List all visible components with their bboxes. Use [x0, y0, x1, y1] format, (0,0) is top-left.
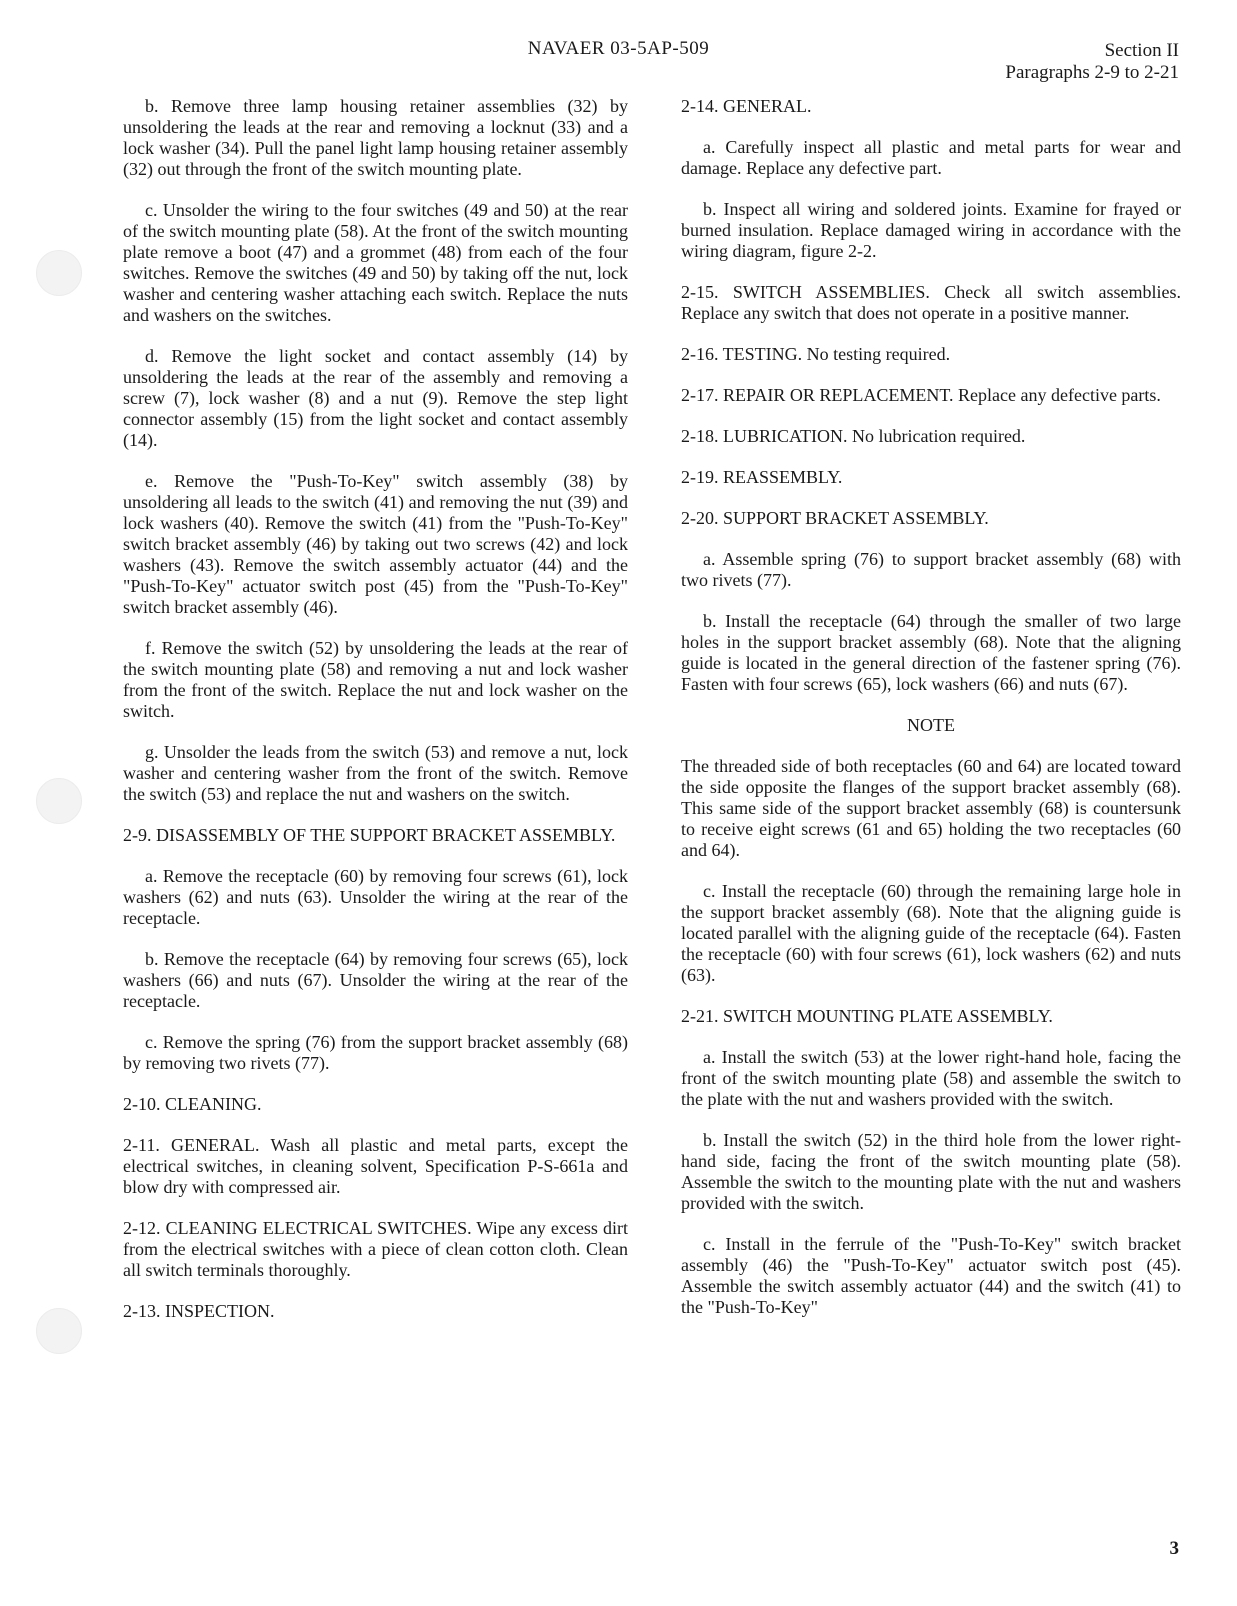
paragraph: 2-18. LUBRICATION. No lubrication required.: [681, 426, 1026, 446]
paragraph: b. Install the receptacle (64) through the smaller of two large holes in the support bracket assembly (68). Note that the aligning guide is located in the general direction of the fastener spring (76). Fasten with four screws (65), lock washers (66) and nuts (67).: [681, 611, 1181, 694]
note-text: The threaded side of both receptacles (60 and 64) are located toward the side opposite the flanges of the support bracket assembly (68). This same side of the support bracket assembly (68) is countersunk to receive eight screws (61 and 65) holding the two receptacles (60 and 64).: [681, 756, 1181, 860]
paragraph: b. Inspect all wiring and soldered joints. Examine for frayed or burned insulation. Replace damaged wiring in accordance with the wiring diagram, figure 2-2.: [681, 199, 1181, 261]
paragraph: 2-12. CLEANING ELECTRICAL SWITCHES. Wipe any excess dirt from the electrical switches with a piece of clean cotton cloth. Clean all switch terminals thoroughly.: [123, 1218, 628, 1280]
header-right: [1005, 40, 1179, 84]
section-heading: 2-9. DISASSEMBLY OF THE SUPPORT BRACKET ASSEMBLY.: [123, 825, 616, 845]
section-heading: 2-10. CLEANING.: [123, 1094, 262, 1114]
paragraph: b. Remove three lamp housing retainer assemblies (32) by unsoldering the leads at the rear and removing a locknut (33) and a lock washer (34). Pull the panel light lamp housing retainer assembly (32) out through the front of the switch mounting plate.: [123, 96, 628, 179]
paragraph: a. Carefully inspect all plastic and metal parts for wear and damage. Replace any defective part.: [681, 137, 1181, 178]
section-heading: 2-13. INSPECTION.: [123, 1301, 275, 1321]
paragraph-range: Paragraphs 2-9 to 2-21: [1005, 62, 1179, 83]
paragraph: 2-16. TESTING. No testing required.: [681, 344, 951, 364]
paragraph: e. Remove the "Push-To-Key" switch assembly (38) by unsoldering all leads to the switch (41) and removing the nut (39) and lock washers (40). Remove the switch (41) from the "Push-To-Key" switch bracket assembly (46) by taking out two screws (42) and lock washers (43). Remove the switch assembly actuator (44) and the "Push-To-Key" actuator switch post (45) from the "Push-To-Key" switch bracket assembly (46).: [123, 471, 628, 617]
section-heading: 2-21. SWITCH MOUNTING PLATE ASSEMBLY.: [681, 1006, 1053, 1026]
note-title: NOTE: [907, 715, 955, 735]
paragraph: 2-17. REPAIR OR REPLACEMENT. Replace any defective parts.: [681, 385, 1161, 405]
binder-hole-middle: [36, 778, 82, 824]
section-label: Section II: [1104, 40, 1179, 61]
section-heading: 2-19. REASSEMBLY.: [681, 467, 843, 487]
paragraph: c. Install the receptacle (60) through the remaining large hole in the support bracket assembly (68). Note that the aligning guide is located parallel with the aligning guide of the receptacle (64). Fasten the receptacle (60) with four screws (61), lock washers (62) and nuts (63).: [681, 881, 1181, 985]
paragraph: c. Install in the ferrule of the "Push-To-Key" switch bracket assembly (46) the "Push-To-Key" actuator switch post (45). Assemble the switch assembly actuator (44) and the switch (41) to the "Push-To-Key": [681, 1234, 1181, 1317]
paragraph: 2-15. SWITCH ASSEMBLIES. Check all switch assemblies. Replace any switch that does not operate in a positive manner.: [681, 282, 1181, 323]
left-column: [123, 96, 628, 1342]
binder-hole-top: [36, 250, 82, 296]
paragraph: c. Remove the spring (76) from the support bracket assembly (68) by removing two rivets (77).: [123, 1032, 628, 1073]
page-number: 3: [1169, 1538, 1179, 1559]
paragraph: c. Unsolder the wiring to the four switches (49 and 50) at the rear of the switch mounting plate (58). At the front of the switch mounting plate remove a boot (47) and a grommet (48) from each of the four switches. Remove the switches (49 and 50) by taking off the nut, lock washer and centering washer attaching each switch. Replace the nuts and washers on the switches.: [123, 200, 628, 325]
right-column: [681, 96, 1181, 1338]
section-heading: 2-20. SUPPORT BRACKET ASSEMBLY.: [681, 508, 989, 528]
paragraph: b. Install the switch (52) in the third hole from the lower right-hand side, facing the front of the switch mounting plate (58). Assemble the switch to the mounting plate with the nut and washers provided with the switch.: [681, 1130, 1181, 1213]
paragraph: g. Unsolder the leads from the switch (53) and remove a nut, lock washer and centering washer from the front of the switch. Remove the switch (53) and replace the nut and washers on the switch.: [123, 742, 628, 804]
section-heading: 2-14. GENERAL.: [681, 96, 812, 116]
paragraph: 2-11. GENERAL. Wash all plastic and metal parts, except the electrical switches, in cleaning solvent, Specification P-S-661a and blow dry with compressed air.: [123, 1135, 628, 1197]
paragraph: a. Remove the receptacle (60) by removing four screws (61), lock washers (62) and nuts (63). Unsolder the wiring at the rear of the receptacle.: [123, 866, 628, 928]
paragraph: b. Remove the receptacle (64) by removing four screws (65), lock washers (66) and nuts (67). Unsolder the wiring at the rear of the receptacle.: [123, 949, 628, 1011]
binder-hole-bottom: [36, 1308, 82, 1354]
paragraph: a. Install the switch (53) at the lower right-hand hole, facing the front of the switch mounting plate (58) and assemble the switch to the plate with the nut and washers provided with the switch.: [681, 1047, 1181, 1109]
paragraph: d. Remove the light socket and contact assembly (14) by unsoldering the leads at the rear of the assembly and removing a screw (7), lock washer (8) and a nut (9). Remove the step light connector assembly (15) from the light socket and contact assembly (14).: [123, 346, 628, 450]
document-number: NAVAER 03-5AP-509: [527, 38, 710, 59]
paragraph: f. Remove the switch (52) by unsoldering the leads at the rear of the switch mounting plate (58) and removing a nut and lock washer from the front of the switch. Replace the nut and lock washer on the switch.: [123, 638, 628, 721]
paragraph: a. Assemble spring (76) to support bracket assembly (68) with two rivets (77).: [681, 549, 1181, 590]
